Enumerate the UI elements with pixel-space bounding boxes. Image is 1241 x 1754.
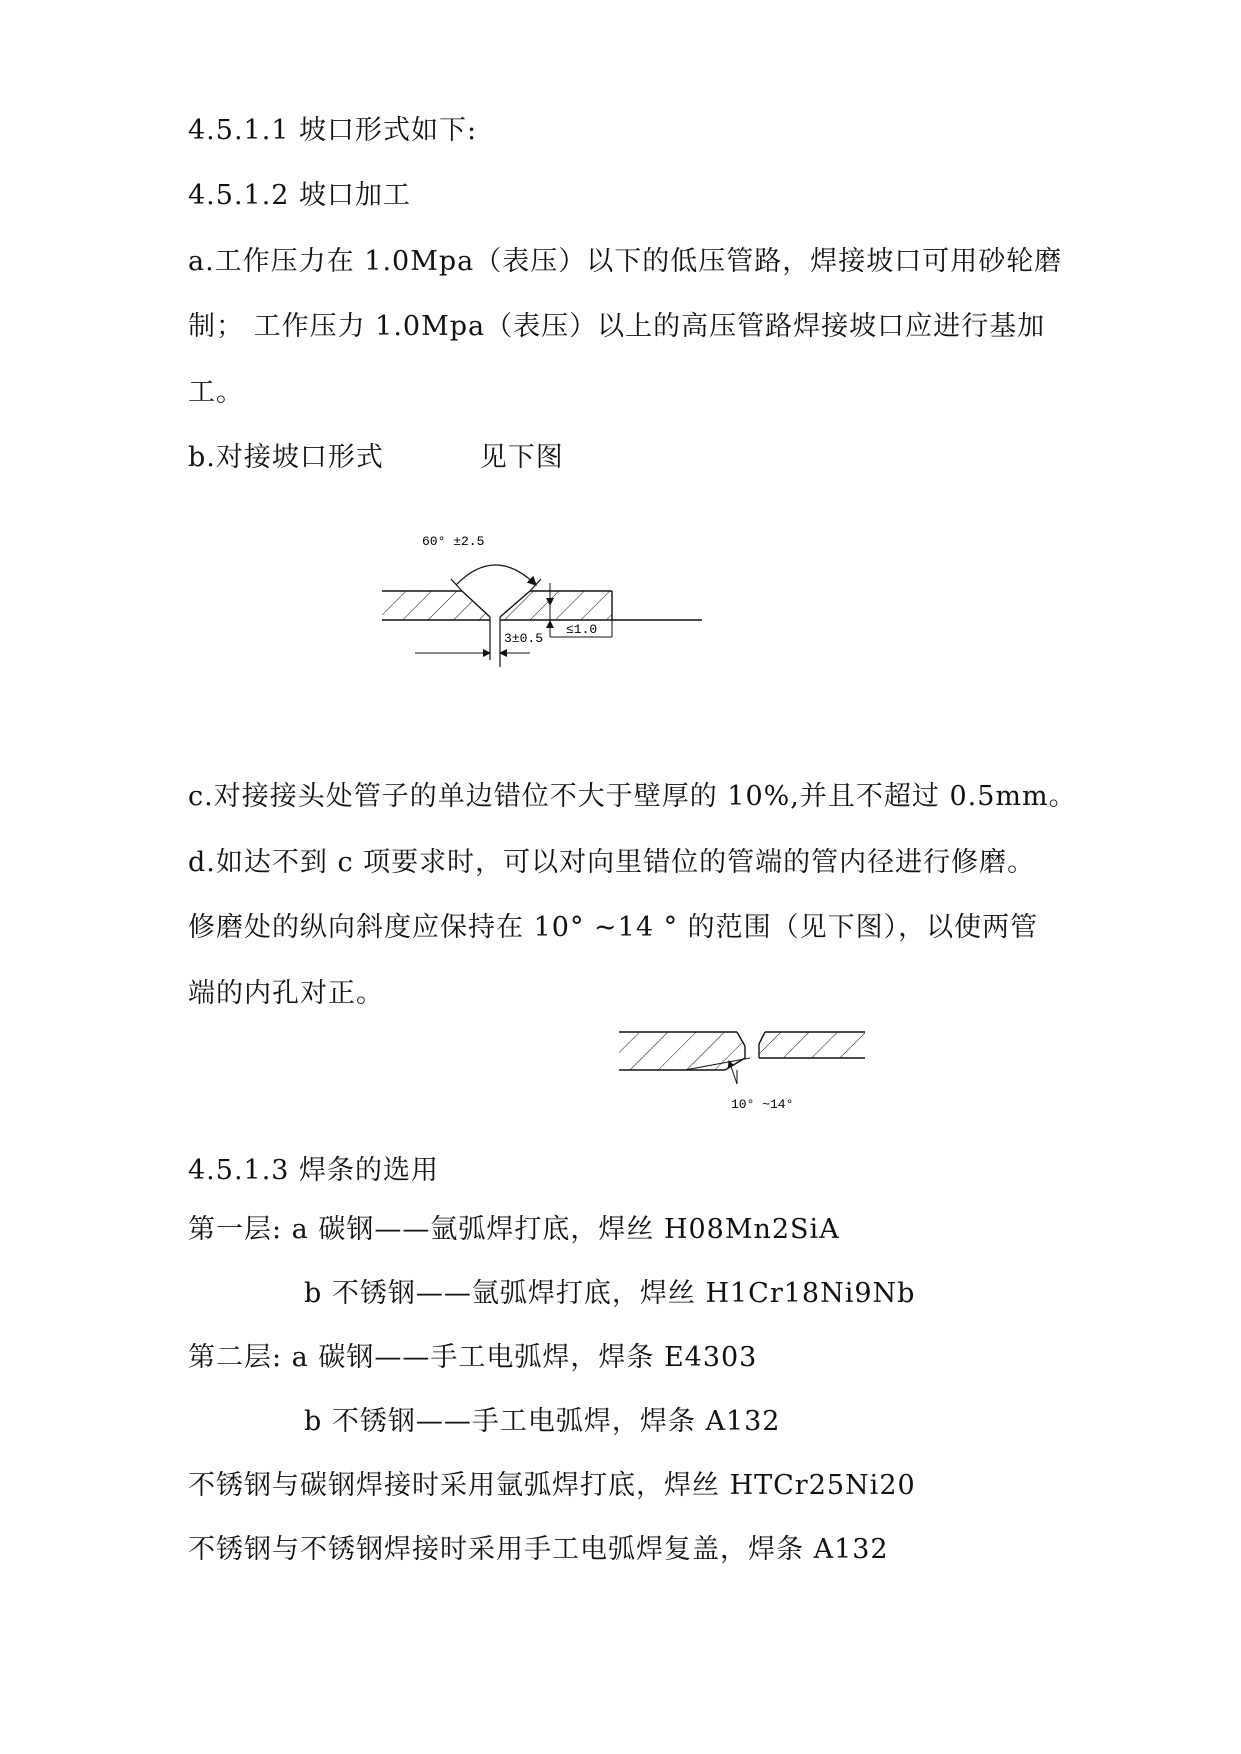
right-plate [500,591,612,620]
right-pipe-wall [759,1032,865,1058]
paragraph-a-line3: 工。 [188,377,244,408]
gap-label: 3±0.5 [504,631,544,646]
paragraph-a-line2: 制； 工作压力 1.0Mpa（表压）以上的高压管路焊接坡口应进行基加 [188,311,1046,342]
paragraph-b: b.对接坡口形式 见下图 [188,442,564,473]
angle-arc [456,565,536,585]
layer-2-carbon-steel: 第二层: a 碳钢——手工电弧焊，焊条 E4303 [188,1342,758,1373]
angle-label: 60° ±2.5 [422,534,485,549]
layer-1-stainless-steel: b 不锈钢——氩弧焊打底，焊丝 H1Cr18Ni9Nb [304,1278,916,1309]
paragraph-a-line1: a.工作压力在 1.0Mpa（表压）以下的低压管路，焊接坡口可用砂轮磨 [188,246,1063,277]
clause-4-5-1-1: 4.5.1.1 坡口形式如下: [188,115,478,146]
paragraph-d-line2: 修磨处的纵向斜度应保持在 10° ~14 ° 的范围（见下图），以使两管 [188,912,1039,943]
layer-2-stainless-steel: b 不锈钢——手工电弧焊，焊条 A132 [304,1406,781,1437]
taper-angle-label: 10° ~14° [731,1097,794,1112]
taper-diagram [615,1028,875,1120]
paragraph-c: c.对接接头处管子的单边错位不大于壁厚的 10%,并且不超过 0.5mm。 [188,781,1077,812]
clause-4-5-1-3: 4.5.1.3 焊条的选用 [188,1155,440,1186]
layer-1-carbon-steel: 第一层: a 碳钢——氩弧焊打底，焊丝 H08Mn2SiA [188,1214,840,1245]
offset-label: ≤1.0 [566,622,598,637]
left-pipe-wall [619,1032,745,1070]
stainless-to-carbon-note: 不锈钢与碳钢焊接时采用氩弧焊打底，焊丝 HTCr25Ni20 [188,1470,916,1501]
paragraph-d-line3: 端的内孔对正。 [188,978,384,1009]
stainless-to-stainless-note: 不锈钢与不锈钢焊接时采用手工电弧焊复盖，焊条 A132 [188,1534,889,1565]
clause-4-5-1-2: 4.5.1.2 坡口加工 [188,180,412,211]
paragraph-d-line1: d.如达不到 c 项要求时，可以对向里错位的管端的管内径进行修磨。 [188,847,1036,878]
left-plate [382,591,490,620]
bevel-groove-diagram [370,525,710,675]
